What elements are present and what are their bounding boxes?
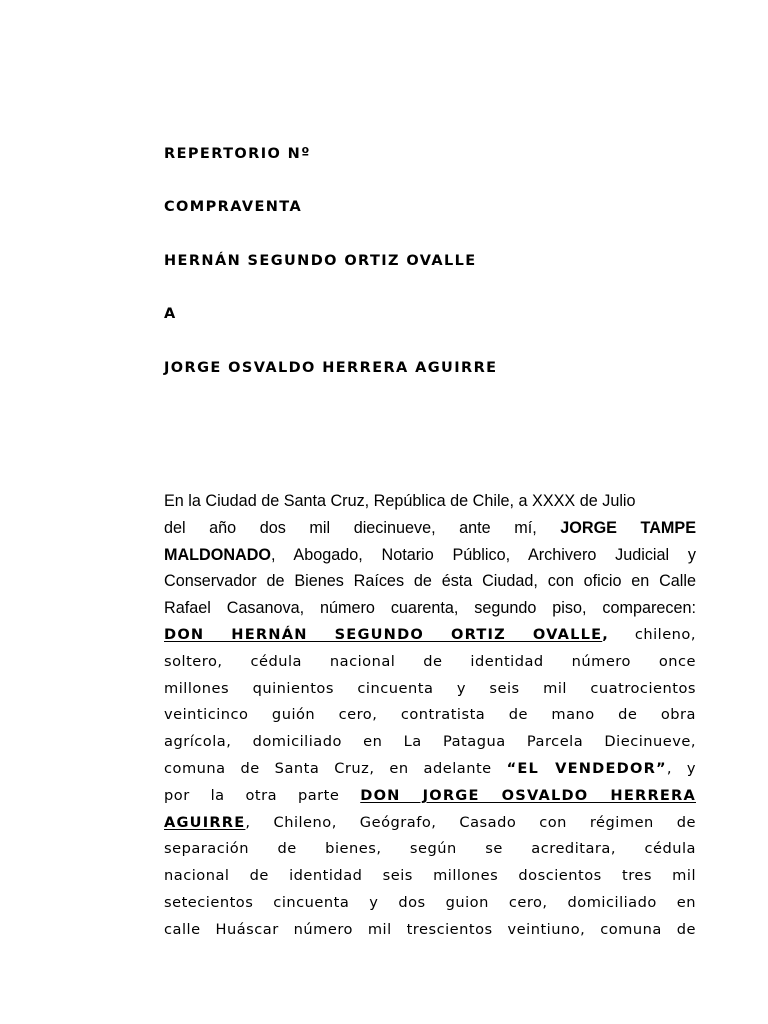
- body-line-4: [164, 568, 696, 595]
- body-text-4: Conservador de Bienes Raíces de ésta Ciudad, con oficio en Calle: [164, 572, 696, 591]
- body-text-5: Rafael Casanova, número cuarenta, segundo piso, comparecen:: [164, 599, 696, 618]
- body-line-9: [164, 702, 696, 729]
- body-line-12: [164, 783, 696, 810]
- buyer-full-name-part1: DON JORGE OSVALDO HERRERA: [360, 786, 696, 804]
- notary-name-part2: MALDONADO: [164, 545, 272, 564]
- body-text-2: del año dos mil diecinueve, ante mí,: [164, 518, 537, 537]
- body-line-1: [164, 488, 696, 515]
- body-text-16: setecientos cincuenta y dos guion cero, domiciliado en: [164, 893, 696, 911]
- body-line-15: [164, 863, 696, 890]
- body-line-8: [164, 676, 696, 703]
- body-text-11-end: , y: [666, 759, 697, 777]
- body-text-10: agrícola, domiciliado en La Patagua Parcela Diecinueve,: [164, 733, 696, 751]
- body-line-17: [164, 917, 696, 944]
- body-line-3: [164, 542, 696, 569]
- seller-designation: “EL VENDEDOR”: [506, 759, 667, 777]
- contract-body: [164, 488, 696, 944]
- body-text-9: veinticinco guión cero, contratista de mano de obra: [164, 706, 696, 724]
- body-line-11: [164, 756, 696, 783]
- seller-full-name: DON HERNÁN SEGUNDO ORTIZ OVALLE: [164, 625, 603, 643]
- body-text-8: millones quinientos cincuenta y seis mil cuatrocientos: [164, 679, 696, 697]
- body-text-6: chileno,: [609, 625, 697, 643]
- body-text-13: , Chileno, Geógrafo, Casado con régimen de: [245, 813, 696, 831]
- body-text-1: En la Ciudad de Santa Cruz, República de Chile, a XXXX de Julio: [164, 492, 636, 510]
- body-line-5: [164, 595, 696, 622]
- body-line-13: [164, 810, 696, 837]
- body-text-17: calle Huáscar número mil trescientos veintiuno, comuna de: [164, 920, 696, 938]
- body-line-7: [164, 649, 696, 676]
- document-type-heading: COMPRAVENTA: [164, 199, 303, 215]
- body-text-12: por la otra parte: [164, 786, 340, 804]
- body-text-7: soltero, cédula nacional de identidad número once: [164, 652, 696, 670]
- seller-name-heading: HERNÁN SEGUNDO ORTIZ OVALLE: [164, 253, 477, 269]
- body-text-11: comuna de Santa Cruz, en adelante: [164, 759, 492, 777]
- buyer-name-heading: JORGE OSVALDO HERRERA AGUIRRE: [164, 360, 498, 376]
- body-text-15: nacional de identidad seis millones doscientos tres mil: [164, 867, 696, 885]
- body-line-6: [164, 622, 696, 649]
- body-text-3: , Abogado, Notario Público, Archivero Judicial y: [271, 545, 696, 564]
- notary-name-part1: JORGE TAMPE: [560, 518, 696, 537]
- repertorio-heading: REPERTORIO Nº: [164, 146, 311, 162]
- connector-heading: A: [164, 306, 177, 322]
- body-text-14: separación de bienes, según se acreditara, cédula: [164, 840, 696, 858]
- body-line-2: [164, 515, 696, 542]
- body-line-16: [164, 890, 696, 917]
- body-line-10: [164, 729, 696, 756]
- body-line-14: [164, 836, 696, 863]
- buyer-full-name-part2: AGUIRRE: [164, 813, 246, 831]
- seller-name-comma: ,: [602, 625, 610, 643]
